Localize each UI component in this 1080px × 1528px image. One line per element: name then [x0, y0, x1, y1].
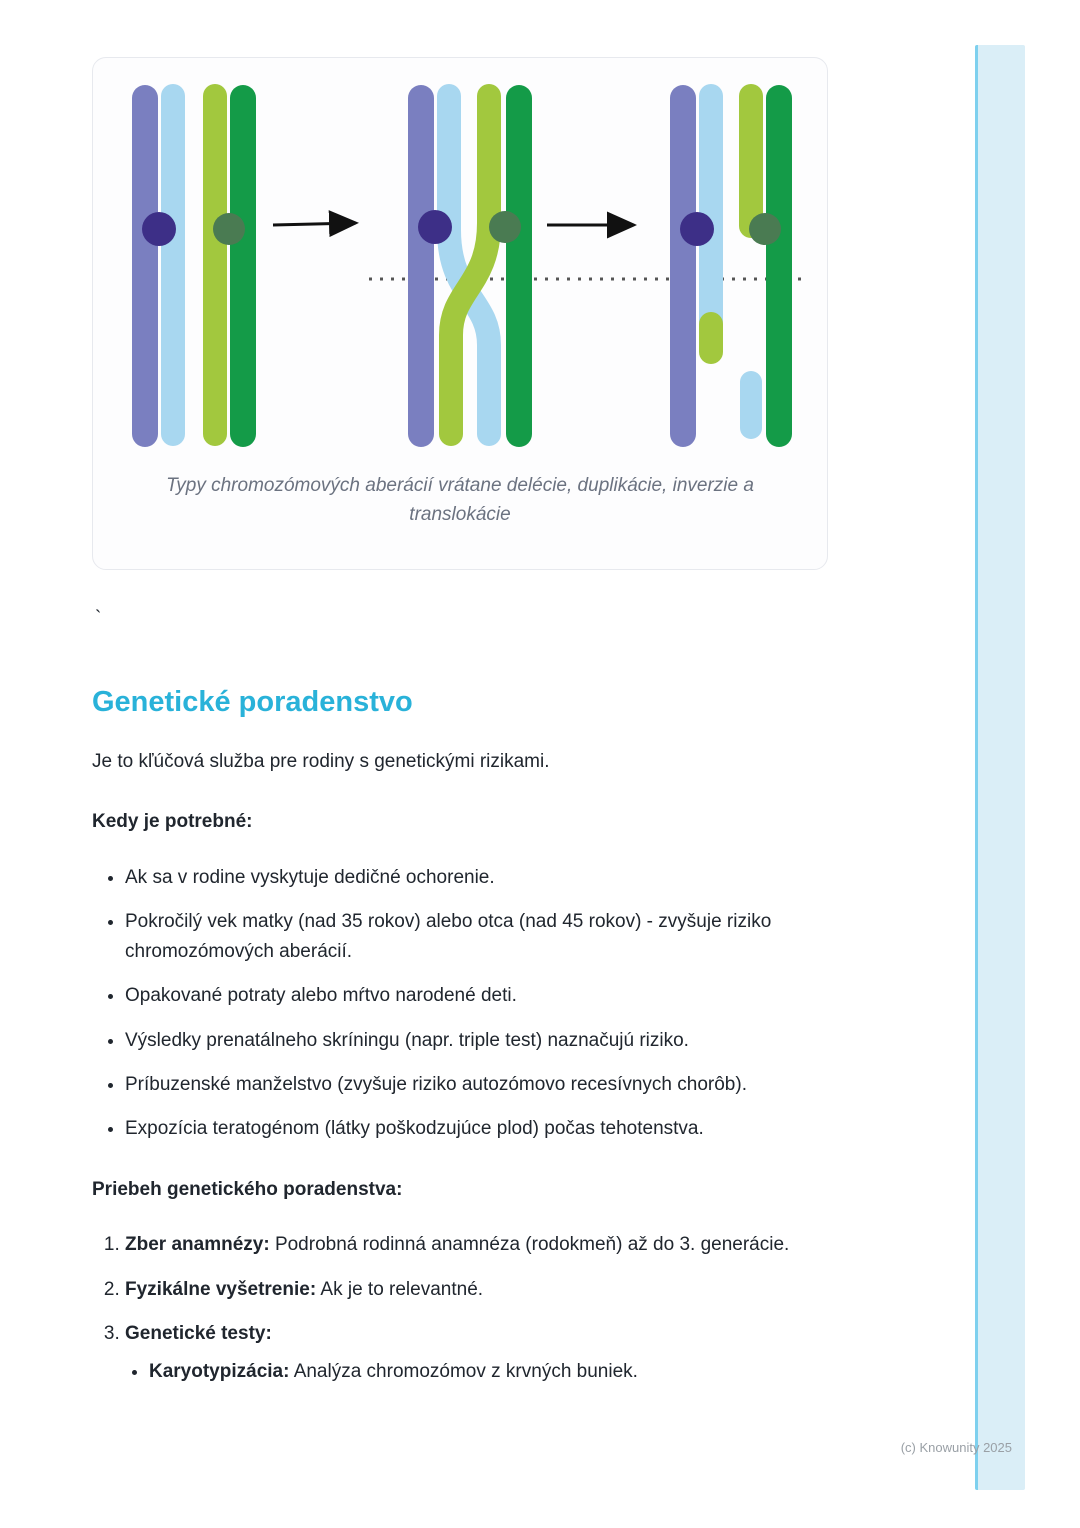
centromere-green-icon — [749, 213, 781, 245]
section-title: Genetické poradenstvo — [92, 686, 413, 718]
crossover-stage — [418, 96, 521, 434]
arrow-right-icon — [273, 223, 356, 225]
list-item: • Opakované potraty alebo mŕtvo narodené deti. — [125, 981, 817, 1010]
list-item: • Výsledky prenatálneho skríningu (napr. triple test) naznačujú riziko. — [125, 1026, 817, 1055]
centromere-green-icon — [489, 211, 521, 243]
process-list — [92, 1230, 817, 1386]
when-needed-heading: Kedy je potrebné: — [92, 811, 253, 833]
item-text: Ak je to relevantné. — [320, 1278, 484, 1300]
side-page-strip — [975, 45, 1025, 1490]
karyotype-after — [680, 96, 781, 434]
list-item — [125, 1319, 817, 1386]
item-text: Analýza chromozómov z krvných buniek. — [293, 1360, 638, 1382]
centromere-green-icon — [213, 213, 245, 245]
list-item: • Expozícia teratogénom (látky poškodzujúce plod) počas tehotenstva. — [125, 1114, 817, 1143]
item-label: Fyzikálne vyšetrenie: — [125, 1278, 317, 1300]
list-item — [149, 1357, 817, 1386]
copyright-notice: (c) Knowunity 2025 — [900, 1440, 1012, 1455]
stray-backtick: ` — [95, 608, 102, 629]
list-item — [125, 1275, 817, 1304]
list-item: • Ak sa v rodine vyskytuje dedičné ochorenie. — [125, 863, 817, 892]
intro-paragraph: Je to kľúčová služba pre rodiny s genetickými rizikami. — [92, 750, 550, 772]
centromere-purple-icon — [142, 212, 176, 246]
item-label: Karyotypizácia: — [149, 1360, 290, 1382]
main-content — [92, 685, 817, 1401]
list-item: • Pokročilý vek matky (nad 35 rokov) alebo otca (nad 45 rokov) - zvyšuje riziko chromozómových aberácií. — [125, 907, 817, 966]
centromere-purple-icon — [418, 210, 452, 244]
list-item — [125, 1230, 817, 1259]
process-heading: Priebeh genetického poradenstva: — [92, 1178, 403, 1200]
genetic-tests-sublist — [125, 1357, 817, 1386]
chromosome-figure-card — [92, 57, 828, 570]
figure-caption: Typy chromozómových aberácií vrátane delécie, duplikácie, inverzie a translokácie — [166, 475, 754, 525]
chromosome-aberration-figure — [116, 80, 806, 460]
when-needed-list — [92, 863, 817, 1144]
item-text: Podrobná rodinná anamnéza (rodokmeň) až do 3. generácie. — [274, 1234, 790, 1256]
item-label: Genetické testy: — [125, 1323, 272, 1345]
karyotype-before — [142, 96, 245, 434]
centromere-purple-icon — [680, 212, 714, 246]
item-label: Zber anamnézy: — [125, 1234, 270, 1256]
list-item: • Príbuzenské manželstvo (zvyšuje riziko autozómovo recesívnych chorôb). — [125, 1070, 817, 1099]
